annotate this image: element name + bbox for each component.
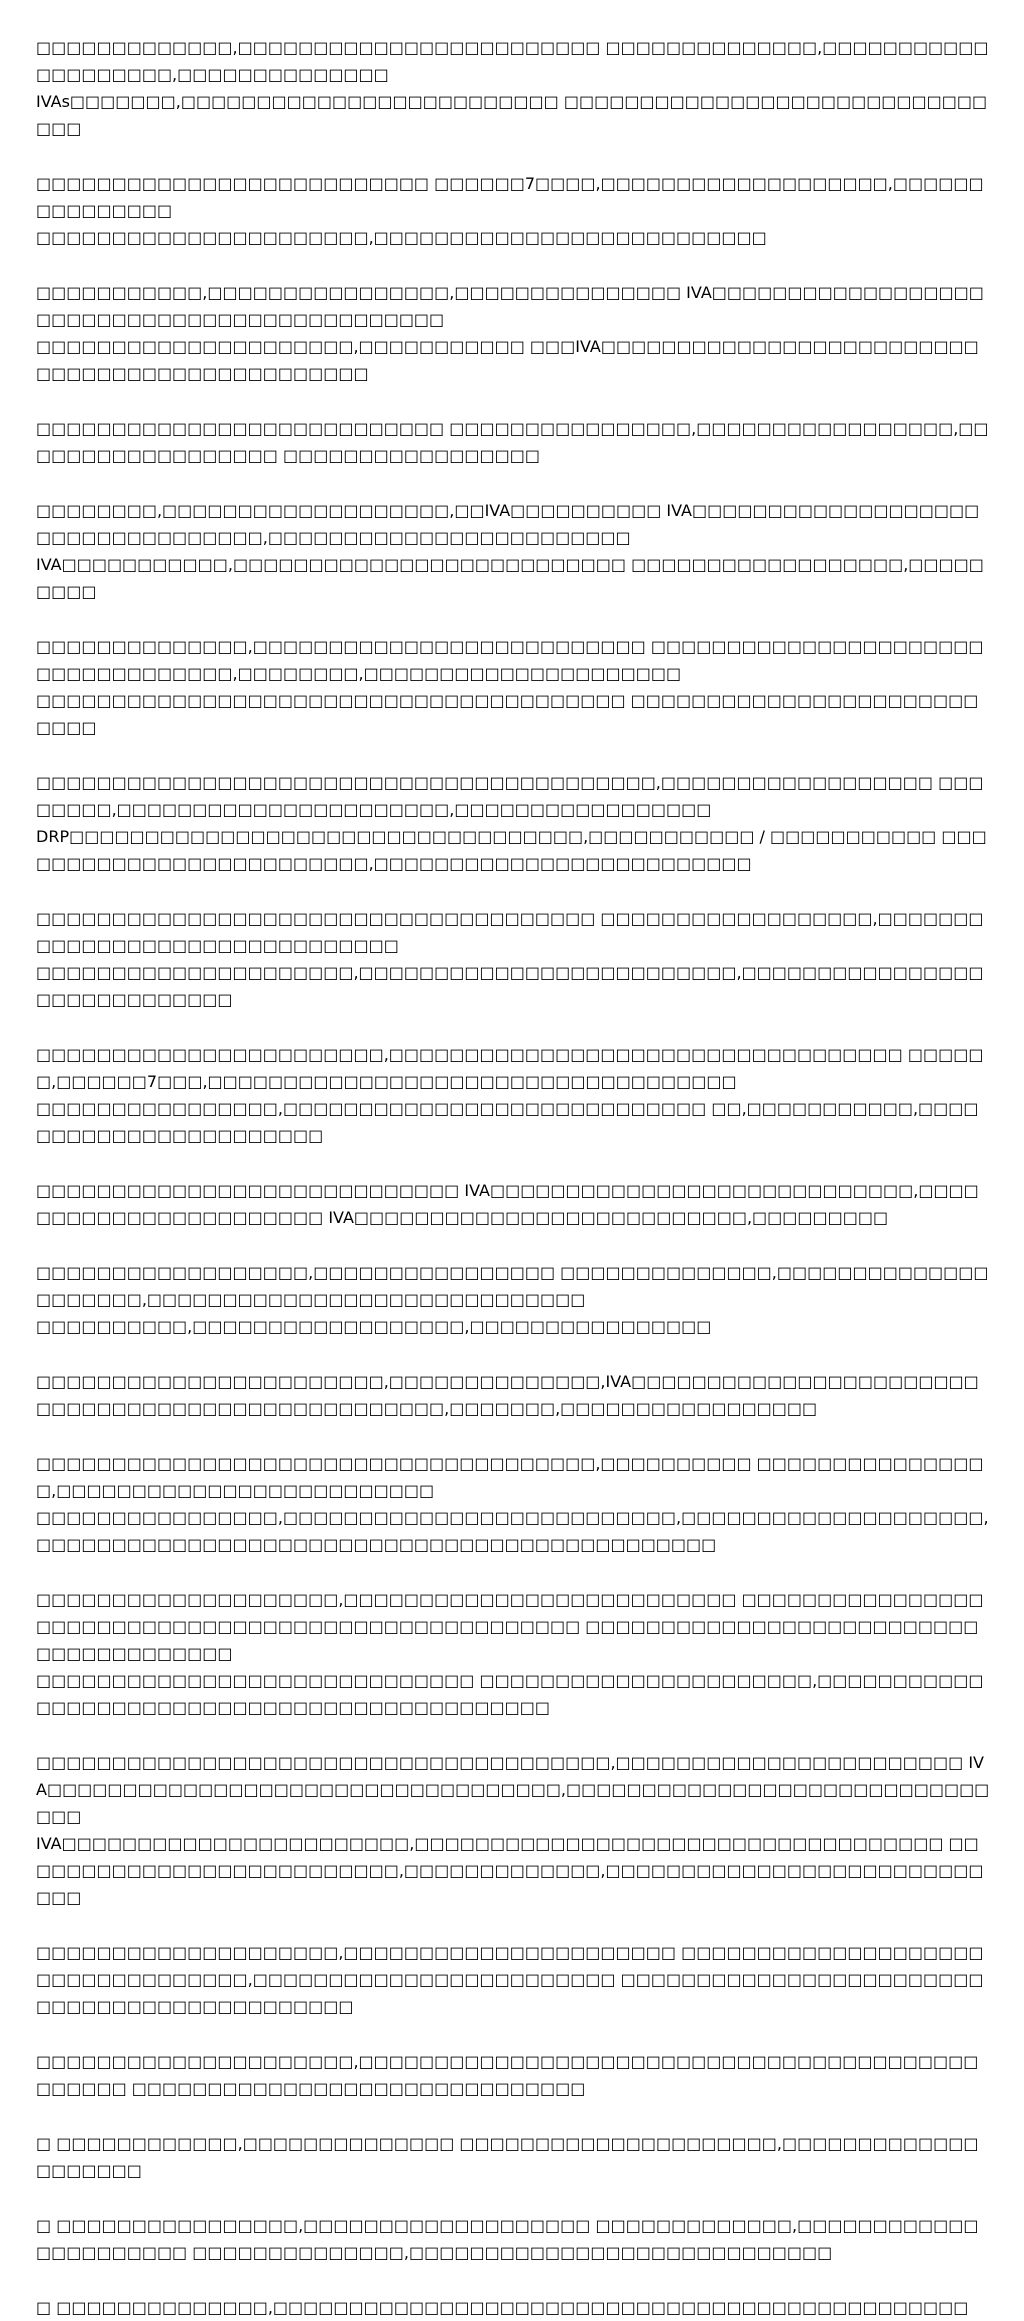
paragraph: □□□□□□□□□□□□□□□□□□,□□□□□□□□□□□□□□□□ □□□□□□□□□□□□□□,□□□□□□□□□□□□□□□□□□□□□,□□□□□□□□□□□□□□□□□□□□□□□□□□□□□ □□□□□□□□□□,□□□□□□□□□□□□□□□□□□,□□□□□□□□□□□□□□□□ xyxy=(36,1263,989,1336)
paragraph: □□□□□□□□□□□□□□□□□□□□□□□□□□□□□□□□□□□□□□,□□□□□□□□□□□□□□□□□□□□□□□ IVA□□□□□□□□□□□□□□□□□□□□□□□□□□□□□□□□□□,□□□□□□□□□□□□□□□□□□□□□□□□□□□□□□□ IVA□□□□□□□□□□□□□□□□□□□□□□□,□□□□□□□□□□□□□□□□□□□□□□□□□□□□□□□□□□□ □□□□□□□□□□□□□□□□□□□□□□□□□□,□□□□□□□□□□□□□,□□□□□□□□□□□□□□□□□□□□□□□□□□□□ xyxy=(36,1753,990,1907)
paragraph: □□□□□□□□□□□,□□□□□□□□□□□□□□□□,□□□□□□□□□□□□□□□ IVA□□□□□□□□□□□□□□□□□□□□□□□□□□□□□□□□□□□□□□□□□□□□□ □□□□□□□□□□□□□□□□□□□□□,□□□□□□□□□□□ □□□IVA□□□□□□□□□□□□□□□□□□□□□□□□□□□□□□□□□□□□□□□□□□□□□□□ xyxy=(36,283,984,383)
paragraph: □□□□□□□□□□□□□□,□□□□□□□□□□□□□□□□□□□□□□□□□□ □□□□□□□□□□□□□□□□□□□□□□□□□□□□□□□□□□□,□□□□□□□□,□□□□□□□□□□□□□□□□□□□□□ □□□□□□□□□□□□□□□□□□□□□□□□□□□□□□□□□□□□□□□ □□□□□□□□□□□□□□□□□□□□□□□□□□□ xyxy=(36,637,984,737)
paragraph: □□□□□□□□□□□□□□□□□□□□□□□□□□□□ IVA□□□□□□□□□□□□□□□□□□□□□□□□□□□□,□□□□□□□□□□□□□□□□□□□□□□□ IVA□□□□□□□□□□□□□□□□□□□□□□□□□□,□□□□□□□□□ xyxy=(36,1181,979,1227)
paragraph: □ □□□□□□□□□□□□□□□□,□□□□□□□□□□□□□□□□□□□ □□□□□□□□□□□□□,□□□□□□□□□□□□□□□□□□□□□□ □□□□□□□□□□□□□□,□□□□□□□□□□□□□□□□□□□□□□□□□□□□ xyxy=(36,2216,979,2262)
paragraph: □□□□□□□□□□□□□,□□□□□□□□□□□□□□□□□□□□□□□□ □□□□□□□□□□□□□□,□□□□□□□□□□□□□□□□□□□□,□□□□□□□□□□□□□□ IVAs□□□□□□□,□□□□□□□□□□□□□□□□□□□□□□□□□ □□□□□□□□□□□□□□□□□□□□□□□□□□□□□□□ xyxy=(36,38,989,138)
paragraph: □ □□□□□□□□□□□□□□,□□□□□□□□□□□□□□□□□□□□□□□□□□□□□□□□□□□□□□□□□□□□□□ xyxy=(36,2298,969,2317)
paragraph: □□□□□□□□□□□□□□□□□□□□□,□□□□□□□□□□□□□□□□□□□□□□□□□□□□□□□□□□□□□□□□□□□□□□□ □□□□□□□□□□□□□□□□□□□□□□□□□□□□□□ xyxy=(36,2052,979,2098)
paragraph: □□□□□□□□□□□□□□□□□□□□□□□□□□□ □□□□□□□□□□□□□□□□,□□□□□□□□□□□□□□□□□,□□□□□□□□□□□□□□□□□□ □□□□□□□□□□□□□□□□□ xyxy=(36,419,989,465)
paragraph: □ □□□□□□□□□□□□,□□□□□□□□□□□□□□ □□□□□□□□□□□□□□□□□□□□□,□□□□□□□□□□□□□□□□□□□□ xyxy=(36,2134,979,2180)
paragraph: □□□□□□□□□□□□□□□□□□□□□□□□□□□□□□□□□□□□□,□□□□□□□□□□ □□□□□□□□□□□□□□□□,□□□□□□□□□□□□□□□□□□□□□□□□□ □□□□□□□□□□□□□□□□,□□□□□□□□□□□□□□□□□□□□□□□□□□,□□□□□□□□□□□□□□□□□□□□,□□□□□□□□□□□□□□□□□□□□□□□□□□□□□□□□□□□□□□□□□□□□□ xyxy=(36,1454,989,1554)
paragraph: □□□□□□□□□□□□□□□□□□□□□□□□□□□□□□□□□□□□□□□□□,□□□□□□□□□□□□□□□□□□ □□□□□□□□,□□□□□□□□□□□□□□□□□□□□□□,□□□□□□□□□□□□□□□□□ DRP□□□□□□□□□□□□□□□□□□□□□□□□□□□□□□□□□□,□□□□□□□□□□□ / □□□□□□□□□□□ □□□□□□□□□□□□□□□□□□□□□□□□□,□□□□□□□□□□□□□□□□□□□□□□□□□ xyxy=(36,773,987,873)
paragraph: □□□□□□□□□□□□□□□□□□□□,□□□□□□□□□□□□□□□□□□□□□□□□□□ □□□□□□□□□□□□□□□□□□□□□□□□□□□□□□□□□□□□□□□□□□□□□□□□□□□□ □□□□□□□□□□□□□□□□□□□□□□□□□□□□□□□□□□□□□□□ □□□□□□□□□□□□□□□□□□□□□□□□□□□□□ □□□□□□□□□□□□□□□□□□□□□□,□□□□□□□□□□□□□□□□□□□□□□□□□□□□□□□□□□□□□□□□□□□□□ xyxy=(36,1590,984,1717)
paragraph: □□□□□□□□,□□□□□□□□□□□□□□□□□□□,□□IVA□□□□□□□□□□ IVA□□□□□□□□□□□□□□□□□□□□□□□□□□□□□□□□□□,□□□□□□□□□□□□□□□□□□□□□□□□ IVA□□□□□□□□□□□,□□□□□□□□□□□□□□□□□□□□□□□□□□ □□□□□□□□□□□□□□□□□□,□□□□□□□□□ xyxy=(36,501,984,601)
paragraph: □□□□□□□□□□□□□□□□□□□□,□□□□□□□□□□□□□□□□□□□□□□ □□□□□□□□□□□□□□□□□□□□□□□□□□□□□□□□□□,□□□□□□□□□□□□□□□□□□□□□□□□ □□□□□□□□□□□□□□□□□□□□□□□□□□□□□□□□□□□□□□□□□□□□□ xyxy=(36,1943,984,2016)
paragraph: □□□□□□□□□□□□□□□□□□□□□□□□□□□□□□□□□□□□□ □□□□□□□□□□□□□□□□□□,□□□□□□□□□□□□□□□□□□□□□□□□□□□□□□□ □□□□□□□□□□□□□□□□□□□□□,□□□□□□□□□□□□□□□□□□□□□□□□□,□□□□□□□□□□□□□□□□□□□□□□□□□□□□□ xyxy=(36,909,984,1009)
paragraph: □□□□□□□□□□□□□□□□□□□□□□□□□□ □□□□□□7□□□□,□□□□□□□□□□□□□□□□□□□,□□□□□□□□□□□□□□□ □□□□□□□□□□□□□□□□□□□□□□,□□□□□□□□□□□□□□□□□□□□□□□□□□ xyxy=(36,174,984,247)
paragraph: □□□□□□□□□□□□□□□□□□□□□□□,□□□□□□□□□□□□□□□□□□□□□□□□□□□□□□□□□□ □□□□□□,□□□□□□7□□□,□□□□□□□□□□□□□□□□□□□□□□□□□□□□□□□□□□□ □□□□□□□□□□□□□□□□,□□□□□□□□□□□□□□□□□□□□□□□□□□□□ □□,□□□□□□□□□□□,□□□□□□□□□□□□□□□□□□□□□□□ xyxy=(36,1045,984,1145)
document-page xyxy=(36,34,991,2321)
paragraph: □□□□□□□□□□□□□□□□□□□□□□□,□□□□□□□□□□□□□□,IVA□□□□□□□□□□□□□□□□□□□□□□□ □□□□□□□□□□□□□□□□□□□□□□□□□□□,□□□□□□□,□□□□□□□□□□□□□□□□□ xyxy=(36,1372,984,1418)
